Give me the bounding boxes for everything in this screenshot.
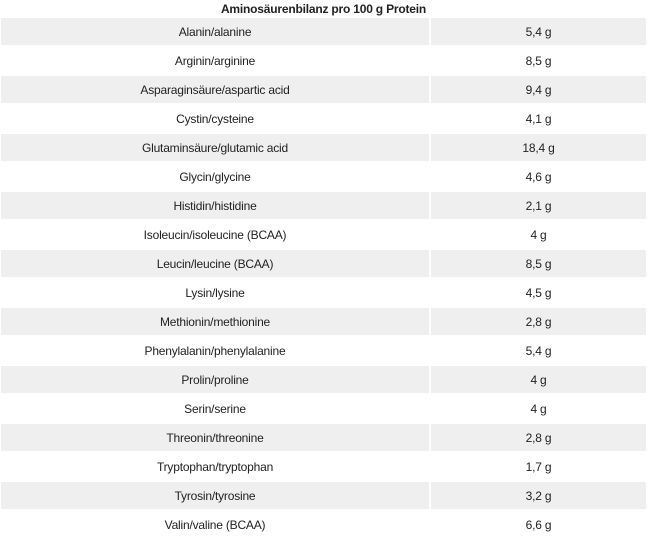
table-title: Aminosäurenbilanz pro 100 g Protein [220, 2, 427, 16]
table-row [1, 221, 646, 250]
amino-acid-name: Serin/serine [1, 395, 431, 424]
table-row [1, 76, 646, 105]
table-row [1, 424, 646, 453]
amino-acid-name: Cystin/cysteine [1, 105, 431, 134]
table-row [1, 337, 646, 366]
amino-acid-amount: 5,4 g [431, 18, 646, 47]
amino-acid-amount: 8,5 g [431, 250, 646, 279]
amino-acid-amount: 2,8 g [431, 424, 646, 453]
amino-acid-amount: 1,7 g [431, 453, 646, 482]
amino-acid-name: Arginin/arginine [1, 47, 431, 76]
amino-acid-table-body [1, 18, 646, 540]
amino-acid-amount: 2,1 g [431, 192, 646, 221]
amino-acid-amount: 9,4 g [431, 76, 646, 105]
table-row [1, 308, 646, 337]
amino-acid-name: Methionin/methionine [1, 308, 431, 337]
amino-acid-name: Prolin/proline [1, 366, 431, 395]
table-row [1, 47, 646, 76]
table-row [1, 163, 646, 192]
amino-acid-name: Glycin/glycine [1, 163, 431, 192]
table-row [1, 18, 646, 47]
table-row [1, 511, 646, 540]
amino-acid-amount: 18,4 g [431, 134, 646, 163]
amino-acid-name: Alanin/alanine [1, 18, 431, 47]
amino-acid-amount: 4,6 g [431, 163, 646, 192]
amino-acid-amount: 4 g [431, 395, 646, 424]
amino-acid-name: Isoleucin/isoleucine (BCAA) [1, 221, 431, 250]
amino-acid-amount: 4,5 g [431, 279, 646, 308]
amino-acid-amount: 4,1 g [431, 105, 646, 134]
amino-acid-table [1, 18, 646, 540]
table-row [1, 105, 646, 134]
table-row [1, 250, 646, 279]
amino-acid-name: Asparaginsäure/aspartic acid [1, 76, 431, 105]
amino-acid-name: Phenylalanin/phenylalanine [1, 337, 431, 366]
amino-acid-name: Lysin/lysine [1, 279, 431, 308]
amino-acid-name: Valin/valine (BCAA) [1, 511, 431, 540]
table-row [1, 279, 646, 308]
amino-acid-name: Threonin/threonine [1, 424, 431, 453]
amino-acid-name: Glutaminsäure/glutamic acid [1, 134, 431, 163]
amino-acid-amount: 8,5 g [431, 47, 646, 76]
amino-acid-name: Leucin/leucine (BCAA) [1, 250, 431, 279]
table-row [1, 395, 646, 424]
amino-acid-amount: 4 g [431, 221, 646, 250]
amino-acid-amount: 5,4 g [431, 337, 646, 366]
table-row [1, 192, 646, 221]
amino-acid-amount: 3,2 g [431, 482, 646, 511]
amino-acid-amount: 4 g [431, 366, 646, 395]
table-row [1, 134, 646, 163]
amino-acid-amount: 6,6 g [431, 511, 646, 540]
table-row [1, 482, 646, 511]
amino-acid-name: Histidin/histidine [1, 192, 431, 221]
amino-acid-amount: 2,8 g [431, 308, 646, 337]
amino-acid-name: Tyrosin/tyrosine [1, 482, 431, 511]
table-row [1, 453, 646, 482]
amino-acid-name: Tryptophan/tryptophan [1, 453, 431, 482]
table-row [1, 366, 646, 395]
